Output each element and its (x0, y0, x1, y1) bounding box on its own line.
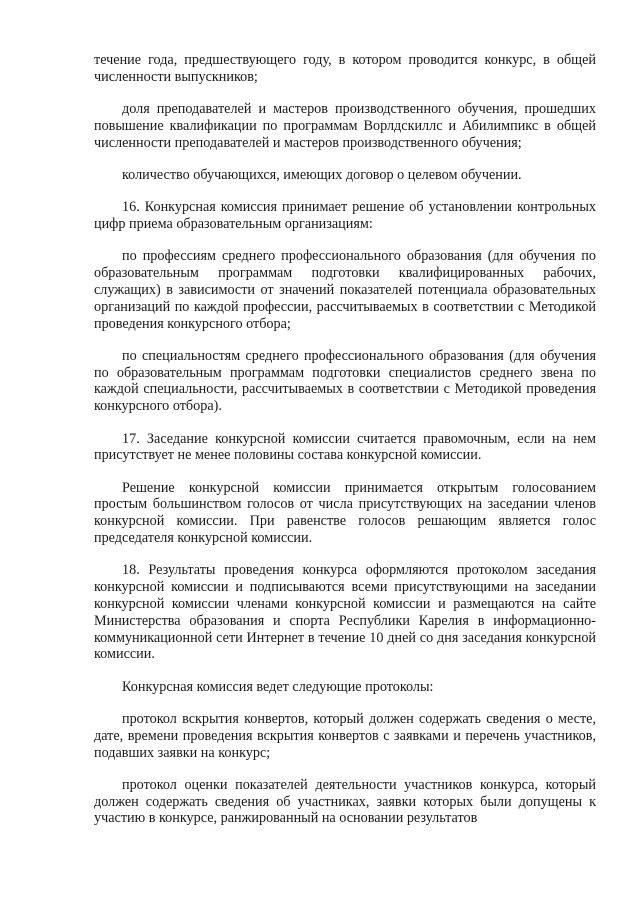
paragraph-evaluation-protocol: протокол оценки показателей деятельности участников конкурса, который должен содержать сведения об участниках, заявки которых были допущены к участию в конкурсе, ранжированный на основании результатов (94, 776, 596, 827)
document-body (94, 52, 596, 843)
paragraph-item-17: 17. Заседание конкурсной комиссии считается правомочным, если на нем присутствует не менее половины состава конкурсной комиссии. (94, 430, 596, 464)
paragraph-professions-criteria: по профессиям среднего профессионального образования (для обучения по образовательным программам подготовки квалифицированных рабочих, служащих) в зависимости от значений показателей потенциала образовательных организаций по каждой профессии, рассчитываемых в соответствии с Методикой проведения конкурсного отбора; (94, 248, 596, 332)
paragraph-envelope-opening-protocol: протокол вскрытия конвертов, который должен содержать сведения о месте, дате, времени проведения вскрытия конвертов с заявками и перечень участников, подавших заявки на конкурс; (94, 710, 596, 761)
paragraph-graduates-share-continued: течение года, предшествующего году, в котором проводится конкурс, в общей численности выпускников; (94, 52, 596, 85)
paragraph-voting-rules: Решение конкурсной комиссии принимается открытым голосованием простым большинством голосов от числа присутствующих на заседании членов конкурсной комиссии. При равенстве голосов решающим является голос председателя конкурсной комиссии. (94, 479, 596, 547)
paragraph-targeted-training-count: количество обучающихся, имеющих договор о целевом обучении. (122, 166, 522, 183)
paragraph-protocols-intro: Конкурсная комиссия ведет следующие протоколы: (122, 678, 434, 695)
paragraph-item-16: 16. Конкурсная комиссия принимает решение об установлении контрольных цифр приема образовательным организациям: (94, 199, 596, 233)
paragraph-item-18: 18. Результаты проведения конкурса оформляются протоколом заседания конкурсной комиссии и подписываются всеми присутствующими на заседании конкурсной комиссии членами конкурсной комиссии и размещаются на сайте Министерства образования и спорта Республики Карелия в информационно-коммуникационной сети Интернет в течение 10 дней со дня заседания конкурсной комиссии. (94, 562, 596, 663)
paragraph-teachers-qualification-share: доля преподавателей и мастеров производственного обучения, прошедших повышение квалификации по программам Ворлдскиллс и Абилимпикс в общей численности преподавателей и мастеров производственного обучения; (94, 101, 596, 151)
paragraph-specialties-criteria: по специальностям среднего профессионального образования (для обучения по образовательным программам подготовки специалистов среднего звена по каждой специальности, рассчитываемых в соответствии с Методикой проведения конкурсного отбора). (94, 347, 596, 415)
